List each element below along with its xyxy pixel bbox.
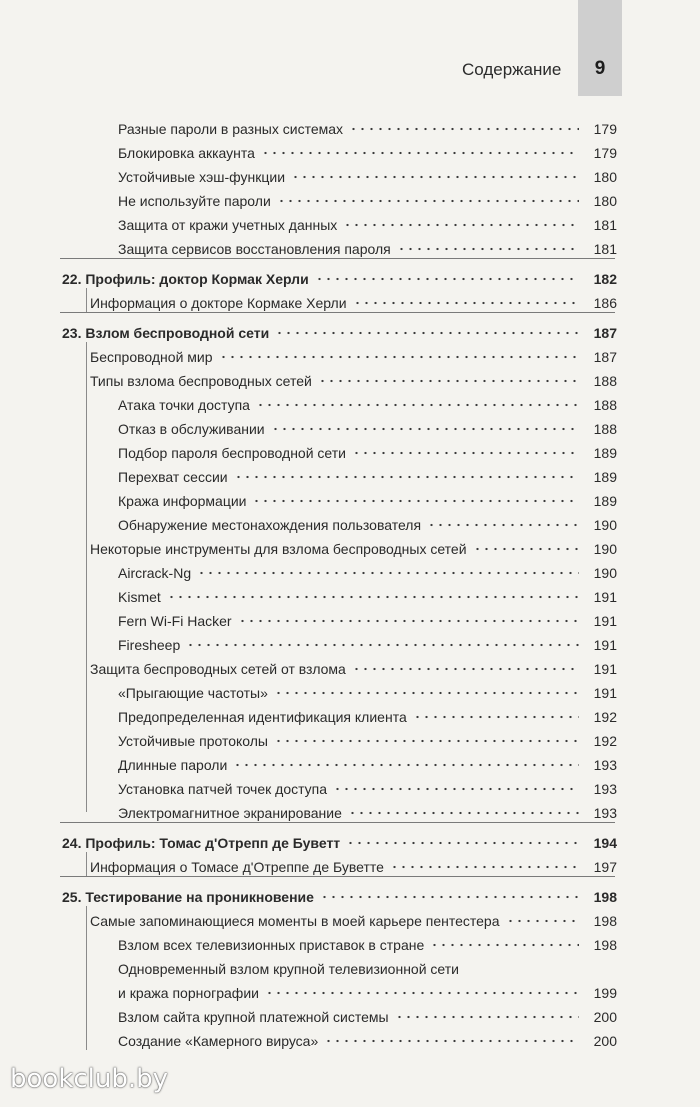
toc-entry-label: Защита беспроводных сетей от взлома — [90, 661, 346, 677]
toc-entry — [118, 558, 617, 582]
toc-entry — [118, 486, 617, 510]
toc-entry — [118, 978, 617, 1002]
toc-entry-label: 25. Тестирование на проникновение — [62, 889, 314, 905]
toc-entry-page: 190 — [593, 565, 617, 581]
toc-dot-leader — [265, 987, 579, 999]
toc-entry — [118, 798, 617, 822]
toc-chapter-entry — [62, 828, 617, 852]
chapter-indent-rule — [86, 288, 87, 312]
toc-entry-label: Одновременный взлом крупной телевизионной сети — [118, 961, 459, 977]
toc-entry-label: Не используйте пароли — [118, 193, 271, 209]
toc-dot-leader — [353, 297, 579, 309]
toc-entry-page: 193 — [593, 805, 617, 821]
toc-dot-leader — [473, 543, 579, 555]
toc-entry — [90, 288, 617, 312]
toc-entry-page: 189 — [593, 469, 617, 485]
toc-entry — [118, 774, 617, 798]
toc-dot-leader — [274, 687, 579, 699]
toc-entry-page: 193 — [593, 781, 617, 797]
toc-entry — [118, 114, 617, 138]
toc-entry-label: 22. Профиль: доктор Кормак Херли — [62, 271, 309, 287]
toc-dot-leader — [395, 1011, 579, 1023]
toc-dot-leader — [324, 1035, 579, 1047]
toc-entry-label: Взлом сайта крупной платежной системы — [118, 1009, 389, 1025]
toc-entry — [118, 678, 617, 702]
page-number: 9 — [594, 58, 606, 79]
toc-entry-page: 187 — [593, 349, 617, 365]
toc-entry-page: 179 — [593, 121, 617, 137]
page-header-title: Содержание — [462, 60, 562, 79]
toc-chapter-entry — [62, 318, 617, 342]
toc-entry-label: и кража порнографии — [118, 985, 259, 1001]
toc-entry — [118, 210, 617, 234]
toc-entry — [118, 630, 617, 654]
toc-entry-label: Перехват сессии — [118, 469, 228, 485]
toc-entry-label: 23. Взлом беспроводной сети — [62, 325, 270, 341]
toc-entry-page: 188 — [593, 421, 617, 437]
toc-dot-leader — [291, 171, 579, 183]
toc-entry-label: Устойчивые хэш-функции — [118, 169, 286, 185]
toc-entry-page: 200 — [593, 1009, 617, 1025]
toc-dot-leader — [167, 591, 579, 603]
toc-dot-leader — [238, 615, 579, 627]
toc-entry-page: 191 — [593, 637, 617, 653]
toc-entry-page: 186 — [593, 295, 617, 311]
toc-entry-label: Отказ в обслуживании — [118, 421, 265, 437]
toc-entry-page: 190 — [593, 517, 617, 533]
chapter-separator — [60, 822, 615, 823]
toc-entry-label: Информация о докторе Кормаке Херли — [90, 295, 347, 311]
toc-entry-page: 188 — [593, 373, 617, 389]
toc-entry — [118, 462, 617, 486]
toc-entry-page: 191 — [593, 613, 617, 629]
toc-entry-label: Блокировка аккаунта — [118, 145, 255, 161]
toc-dot-leader — [274, 735, 579, 747]
toc-entry — [118, 414, 617, 438]
chapter-separator — [60, 258, 615, 259]
toc-entry-label: Разные пароли в разных системах — [118, 121, 344, 137]
toc-dot-leader — [197, 567, 579, 579]
toc-entry-label: «Прыгающие частоты» — [118, 685, 268, 701]
toc-entry-label: Предопределенная идентификация клиента — [118, 709, 407, 725]
toc-entry-label: 24. Профиль: Томас д'Отрепп де Буветт — [62, 835, 341, 851]
toc-entry — [90, 852, 617, 876]
toc-entry — [118, 750, 617, 774]
toc-dot-leader — [352, 663, 579, 675]
toc-entry-page: 199 — [593, 985, 617, 1001]
toc-entry-page: 198 — [593, 937, 617, 953]
toc-dot-leader — [252, 495, 579, 507]
toc-entry — [118, 138, 617, 162]
toc-entry-page: 192 — [593, 733, 617, 749]
toc-entry-page: 191 — [593, 661, 617, 677]
toc-entry-label: Электромагнитное экранирование — [118, 805, 342, 821]
toc-chapter-entry — [62, 264, 617, 288]
toc-dot-leader — [352, 447, 579, 459]
toc-entry-page: 190 — [593, 541, 617, 557]
toc-dot-leader — [390, 861, 579, 873]
toc-entry-label: Беспроводной мир — [90, 349, 213, 365]
toc-dot-leader — [348, 807, 579, 819]
toc-entry-page: 187 — [593, 325, 617, 341]
watermark-text: bookclub.by — [10, 1064, 169, 1094]
toc-entry-label: Подбор пароля беспроводной сети — [118, 445, 346, 461]
toc-entry-label: Кража информации — [118, 493, 247, 509]
toc-entry-label: Типы взлома беспроводных сетей — [90, 373, 312, 389]
toc-entry-label: Firesheep — [118, 637, 181, 653]
toc-dot-leader — [427, 519, 579, 531]
toc-entry-page: 180 — [593, 169, 617, 185]
toc-entry — [90, 366, 617, 390]
toc-entry — [118, 438, 617, 462]
toc-dot-leader — [413, 711, 579, 723]
toc-entry-page: 182 — [593, 271, 617, 287]
toc-dot-leader — [346, 837, 579, 849]
toc-dot-leader — [219, 351, 579, 363]
toc-dot-leader — [465, 963, 579, 975]
toc-entry-label: Взлом всех телевизионных приставок в стране — [118, 937, 425, 953]
toc-entry-label: Fern Wi-Fi Hacker — [118, 613, 232, 629]
toc-entry-label: Обнаружение местонахождения пользователя — [118, 517, 422, 533]
toc-entry-page: 197 — [593, 859, 617, 875]
toc-entry-page: 181 — [593, 217, 617, 233]
toc-entry-label: Защита от кражи учетных данных — [118, 217, 338, 233]
toc-entry-page: 189 — [593, 445, 617, 461]
chapter-indent-rule — [86, 852, 87, 876]
toc-dot-leader — [318, 375, 579, 387]
toc-dot-leader — [277, 195, 579, 207]
chapter-separator — [60, 312, 615, 313]
toc-entry — [118, 234, 617, 258]
toc-dot-leader — [186, 639, 579, 651]
toc-entry-page: 180 — [593, 193, 617, 209]
toc-entry-label: Kismet — [118, 589, 161, 605]
toc-dot-leader — [349, 123, 579, 135]
toc-entry — [118, 162, 617, 186]
toc-entry-label: Aircrack-Ng — [118, 565, 192, 581]
toc-entry — [118, 930, 617, 954]
chapter-indent-rule — [86, 906, 87, 1050]
toc-dot-leader — [343, 219, 579, 231]
toc-entry-label: Информация о Томасе д'Отреппе де Буветте — [90, 859, 384, 875]
toc-entry — [118, 1002, 617, 1026]
toc-dot-leader — [271, 423, 579, 435]
toc-entry — [90, 534, 617, 558]
toc-entry-page: 188 — [593, 397, 617, 413]
toc-entry-page: 192 — [593, 709, 617, 725]
toc-entry-page: 198 — [593, 913, 617, 929]
toc-dot-leader — [430, 939, 579, 951]
toc-dot-leader — [315, 273, 579, 285]
toc-entry — [118, 702, 617, 726]
toc-entry-label: Длинные пароли — [118, 757, 228, 773]
toc-entry — [118, 606, 617, 630]
toc-entry-page: 179 — [593, 145, 617, 161]
chapter-separator — [60, 876, 615, 877]
toc-entry-label: Создание «Камерного вируса» — [118, 1033, 319, 1049]
toc-dot-leader — [233, 759, 579, 771]
toc-dot-leader — [320, 891, 579, 903]
toc-entry — [118, 510, 617, 534]
toc-entry-page: 193 — [593, 757, 617, 773]
toc-entry-page: 194 — [593, 835, 617, 851]
toc-entry — [118, 390, 617, 414]
chapter-indent-rule — [86, 342, 87, 812]
toc-entry-label: Защита сервисов восстановления пароля — [118, 241, 391, 257]
toc-dot-leader — [333, 783, 579, 795]
toc-dot-leader — [256, 399, 579, 411]
toc-dot-leader — [275, 327, 579, 339]
toc-entry-label: Установка патчей точек доступа — [118, 781, 328, 797]
toc-dot-leader — [506, 915, 580, 927]
toc-entry-label: Самые запоминающиеся моменты в моей карьере пентестера — [90, 913, 500, 929]
toc-entry-label: Устойчивые протоколы — [118, 733, 268, 749]
toc-entry — [90, 342, 617, 366]
toc-dot-leader — [234, 471, 579, 483]
toc-entry-page: 181 — [593, 241, 617, 257]
toc-entry-page: 191 — [593, 685, 617, 701]
toc-entry — [90, 654, 617, 678]
toc-entry-label: Некоторые инструменты для взлома беспроводных сетей — [90, 541, 467, 557]
toc-chapter-entry — [62, 882, 617, 906]
toc-entry-page: 191 — [593, 589, 617, 605]
toc-entry — [118, 186, 617, 210]
toc-entry — [90, 906, 617, 930]
toc-entry — [118, 1026, 617, 1050]
toc-dot-leader — [397, 243, 579, 255]
toc-entry-page: 200 — [593, 1033, 617, 1049]
toc-dot-leader — [261, 147, 579, 159]
page-number-tab — [578, 0, 622, 96]
toc-entry — [118, 582, 617, 606]
toc-entry-page: 198 — [593, 889, 617, 905]
toc-entry — [118, 726, 617, 750]
toc-entry-label: Атака точки доступа — [118, 397, 250, 413]
toc-entry — [118, 954, 617, 978]
toc-entry-page: 189 — [593, 493, 617, 509]
